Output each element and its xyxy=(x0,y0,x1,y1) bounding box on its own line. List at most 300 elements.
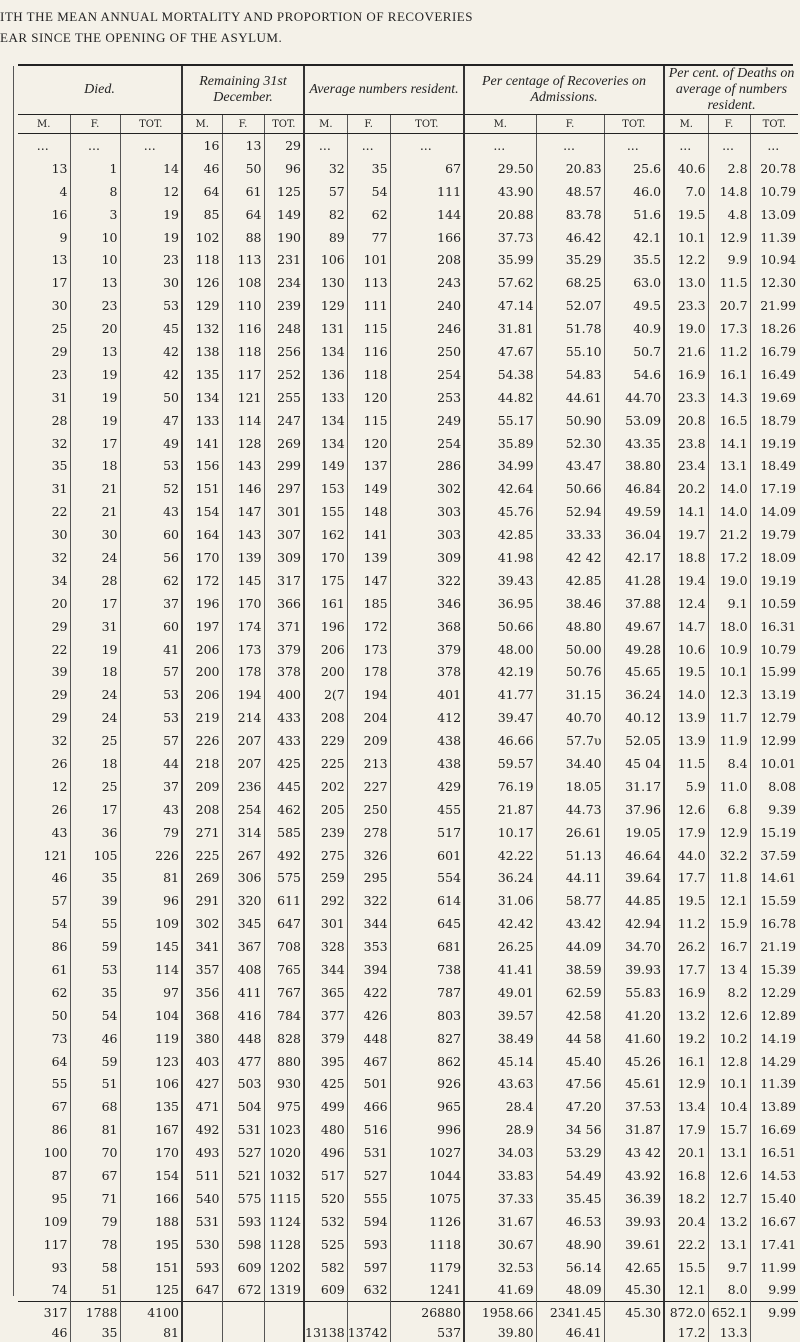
table-cell: 346 xyxy=(390,592,464,615)
table-cell: 44.09 xyxy=(536,935,604,958)
table-cell: 13138 xyxy=(304,1322,347,1342)
table-cell: 23 xyxy=(51,366,68,382)
table-cell: 15.5 xyxy=(664,1256,708,1279)
table-row xyxy=(18,683,798,706)
table-row xyxy=(18,271,798,294)
table-cell: 154 xyxy=(182,500,222,523)
subheader-tot: TOT. xyxy=(264,115,304,134)
table-cell: 307 xyxy=(264,523,304,546)
table-cell: 14.29 xyxy=(750,1050,798,1073)
table-cell: 10.2 xyxy=(708,1027,750,1050)
table-cell: 141 xyxy=(182,432,222,455)
table-cell: 322 xyxy=(390,569,464,592)
table-cell: 647 xyxy=(182,1279,222,1302)
table-cell: 43 xyxy=(120,798,182,821)
table-cell: 275 xyxy=(304,844,347,867)
table-cell: 11.5 xyxy=(664,752,708,775)
table-cell: 11.8 xyxy=(708,867,750,890)
table-cell: 862 xyxy=(390,1050,464,1073)
table-cell: 37.33 xyxy=(464,1187,536,1210)
table-cell: 8.0 xyxy=(708,1279,750,1302)
table-cell: 20 xyxy=(51,595,68,611)
table-cell: 10.1 xyxy=(708,1073,750,1096)
table-cell: 42.1 xyxy=(604,226,664,249)
statistics-table xyxy=(18,66,798,1342)
table-cell: 2(7 xyxy=(304,683,347,706)
table-cell: 85 xyxy=(182,203,222,226)
table-cell: 206 xyxy=(304,638,347,661)
table-cell: 13 4 xyxy=(708,958,750,981)
table-cell: 309 xyxy=(390,546,464,569)
table-cell: 52.07 xyxy=(536,294,604,317)
table-cell: 39.80 xyxy=(464,1322,536,1342)
table-cell: 57 xyxy=(120,729,182,752)
table-cell: 366 xyxy=(264,592,304,615)
table-cell: 208 xyxy=(304,706,347,729)
table-cell: 42.65 xyxy=(604,1256,664,1279)
table-row xyxy=(18,889,798,912)
table-cell: 43.42 xyxy=(536,912,604,935)
table-cell: 2.8 xyxy=(708,157,750,180)
subheader-f: F. xyxy=(222,115,264,134)
table-cell: 136 xyxy=(304,363,347,386)
table-cell xyxy=(264,1302,304,1323)
table-cell: 1020 xyxy=(264,1141,304,1164)
table-cell: 196 xyxy=(182,592,222,615)
table-row xyxy=(18,958,798,981)
table-cell: 148 xyxy=(347,500,390,523)
table-cell: 58.77 xyxy=(536,889,604,912)
table-cell: 13.1 xyxy=(708,1233,750,1256)
table-cell: 67 xyxy=(70,1164,120,1187)
table-cell: 30.67 xyxy=(464,1233,536,1256)
table-cell: 23.3 xyxy=(664,294,708,317)
subheader-tot: TOT. xyxy=(750,115,798,134)
table-cell: 2341.45 xyxy=(536,1302,604,1323)
group-average: Average numbers resident. xyxy=(304,66,464,115)
table-cell: 81 xyxy=(120,1322,182,1342)
table-cell: 672 xyxy=(222,1279,264,1302)
table-cell: 501 xyxy=(347,1073,390,1096)
table-cell: 17.7 xyxy=(664,958,708,981)
table-cell: 295 xyxy=(347,867,390,890)
table-cell: 15.9 xyxy=(708,912,750,935)
table-cell: 51.78 xyxy=(536,317,604,340)
table-row xyxy=(18,180,798,203)
table-cell: 53 xyxy=(70,958,120,981)
table-cell: 196 xyxy=(304,615,347,638)
table-cell: 13 xyxy=(70,271,120,294)
table-cell: 326 xyxy=(347,844,390,867)
table-cell: 53 xyxy=(120,454,182,477)
table-cell: 10.1 xyxy=(664,226,708,249)
table-cell: 195 xyxy=(120,1233,182,1256)
table-cell: 365 xyxy=(304,981,347,1004)
table-cell: 16.69 xyxy=(750,1118,798,1141)
table-cell: 17.41 xyxy=(750,1233,798,1256)
table-row xyxy=(18,363,798,386)
table-row xyxy=(18,981,798,1004)
table-cell: 51 xyxy=(70,1073,120,1096)
table-cell: 1241 xyxy=(390,1279,464,1302)
table-cell: 13.1 xyxy=(708,1141,750,1164)
table-cell: 33.83 xyxy=(464,1164,536,1187)
table-cell: 575 xyxy=(222,1187,264,1210)
subheader-m: M. xyxy=(182,115,222,134)
table-cell: 100 xyxy=(43,1145,68,1161)
table-cell: 106 xyxy=(120,1073,182,1096)
table-row xyxy=(18,454,798,477)
table-cell: 149 xyxy=(347,477,390,500)
table-cell: 43 42 xyxy=(604,1141,664,1164)
table-cell: 132 xyxy=(182,317,222,340)
table-cell: 368 xyxy=(390,615,464,638)
table-cell: 26.25 xyxy=(464,935,536,958)
table-cell: ... xyxy=(708,134,750,157)
table-cell: 784 xyxy=(264,1004,304,1027)
table-cell: 1 xyxy=(70,157,120,180)
table-cell: 128 xyxy=(222,432,264,455)
table-cell: 254 xyxy=(222,798,264,821)
table-cell: 170 xyxy=(304,546,347,569)
table-cell: 52 xyxy=(120,477,182,500)
table-cell: 73 xyxy=(51,1030,68,1046)
table-cell: 20.78 xyxy=(750,157,798,180)
table-cell: 39.43 xyxy=(464,569,536,592)
table-cell: 115 xyxy=(347,409,390,432)
table-cell: 32 xyxy=(51,549,68,565)
table-cell: 248 xyxy=(264,317,304,340)
table-cell xyxy=(182,1302,222,1323)
table-cell: 109 xyxy=(120,912,182,935)
table-cell: 43 xyxy=(120,500,182,523)
subheader-f: F. xyxy=(347,115,390,134)
table-cell: 29 xyxy=(51,710,68,726)
table-cell: 227 xyxy=(347,775,390,798)
table-cell: 28.9 xyxy=(464,1118,536,1141)
table-cell: 317 xyxy=(18,1302,70,1323)
table-cell: 828 xyxy=(264,1027,304,1050)
table-cell: 13 xyxy=(222,134,264,157)
table-cell: 133 xyxy=(304,386,347,409)
table-cell: 34.03 xyxy=(464,1141,536,1164)
table-cell: 341 xyxy=(182,935,222,958)
table-row xyxy=(18,660,798,683)
table-cell: 153 xyxy=(304,477,347,500)
table-cell: 16.7 xyxy=(708,935,750,958)
table-cell: 12.79 xyxy=(750,706,798,729)
table-cell: 12.3 xyxy=(708,683,750,706)
table-cell: 593 xyxy=(182,1256,222,1279)
table-cell: 25 xyxy=(70,775,120,798)
table-cell: 154 xyxy=(120,1164,182,1187)
table-cell: 10.94 xyxy=(750,248,798,271)
table-cell: 63.0 xyxy=(604,271,664,294)
table-cell: 50 xyxy=(120,386,182,409)
table-cell: 13.9 xyxy=(664,729,708,752)
table-cell: 61 xyxy=(222,180,264,203)
table-cell: 41 xyxy=(120,638,182,661)
table-row xyxy=(18,1187,798,1210)
table-cell: 425 xyxy=(304,1073,347,1096)
table-cell: 23.8 xyxy=(664,432,708,455)
table-cell: 219 xyxy=(182,706,222,729)
table-cell: 35 xyxy=(70,1322,120,1342)
table-row xyxy=(18,500,798,523)
table-cell: 36.24 xyxy=(464,867,536,890)
table-cell: 12.9 xyxy=(664,1073,708,1096)
table-cell: 302 xyxy=(182,912,222,935)
table-cell: 93 xyxy=(51,1259,68,1275)
table-cell: 299 xyxy=(264,454,304,477)
table-cell: 134 xyxy=(304,432,347,455)
table-cell: 19 xyxy=(70,409,120,432)
table-row xyxy=(18,775,798,798)
table-cell: 50.90 xyxy=(536,409,604,432)
table-cell: 31.06 xyxy=(464,889,536,912)
table-cell: 67 xyxy=(51,1099,68,1115)
table-cell: ... xyxy=(536,134,604,157)
table-cell: 493 xyxy=(182,1141,222,1164)
table-cell: 38.46 xyxy=(536,592,604,615)
table-cell: 438 xyxy=(390,752,464,775)
table-cell: 9.1 xyxy=(708,592,750,615)
table-cell: 47.56 xyxy=(536,1073,604,1096)
table-cell: 3 xyxy=(70,203,120,226)
table-cell: 44 58 xyxy=(536,1027,604,1050)
table-cell: 609 xyxy=(222,1256,264,1279)
table-cell: 96 xyxy=(120,889,182,912)
table-cell: 301 xyxy=(304,912,347,935)
table-cell: 19.69 xyxy=(750,386,798,409)
table-cell: 15.59 xyxy=(750,889,798,912)
table-cell: 30 xyxy=(51,527,68,543)
table-cell: 202 xyxy=(304,775,347,798)
table-cell: 133 xyxy=(182,409,222,432)
table-row xyxy=(18,935,798,958)
table-row xyxy=(18,1164,798,1187)
table-cell: ... xyxy=(390,134,464,157)
table-cell: 12.6 xyxy=(708,1164,750,1187)
table-cell: 19.19 xyxy=(750,569,798,592)
table-cell: 297 xyxy=(264,477,304,500)
table-row xyxy=(18,1233,798,1256)
table-cell: 116 xyxy=(347,340,390,363)
table-cell: 15.7 xyxy=(708,1118,750,1141)
group-died: Died. xyxy=(18,66,182,115)
table-cell: 42.58 xyxy=(536,1004,604,1027)
table-cell: 17.7 xyxy=(664,867,708,890)
table-cell: 109 xyxy=(43,1213,68,1229)
table-cell: 37.73 xyxy=(464,226,536,249)
table-cell: 42.94 xyxy=(604,912,664,935)
table-cell: 10 xyxy=(70,248,120,271)
table-cell xyxy=(222,1302,264,1323)
table-cell: 64 xyxy=(182,180,222,203)
table-cell: 105 xyxy=(70,844,120,867)
table-cell: 575 xyxy=(264,867,304,890)
table-cell: 416 xyxy=(222,1004,264,1027)
table-cell: 20.8 xyxy=(664,409,708,432)
subheader-m: M. xyxy=(464,115,536,134)
table-cell: 582 xyxy=(304,1256,347,1279)
table-cell: 45 xyxy=(120,317,182,340)
table-cell: 4 xyxy=(59,183,68,199)
table-cell: 29 xyxy=(51,687,68,703)
table-cell: 19 xyxy=(120,203,182,226)
table-cell: 353 xyxy=(347,935,390,958)
table-cell: 11.2 xyxy=(708,340,750,363)
table-cell: 525 xyxy=(304,1233,347,1256)
table-cell: 50 xyxy=(51,1007,68,1023)
table-row xyxy=(18,294,798,317)
table-cell: 207 xyxy=(222,752,264,775)
table-cell: 15.40 xyxy=(750,1187,798,1210)
table-cell: 208 xyxy=(182,798,222,821)
table-cell: 259 xyxy=(304,867,347,890)
table-cell: 271 xyxy=(182,821,222,844)
table-cell: 102 xyxy=(182,226,222,249)
table-cell: 7.0 xyxy=(664,180,708,203)
table-cell: 62 xyxy=(120,569,182,592)
table-cell: 496 xyxy=(304,1141,347,1164)
table-cell: 12.99 xyxy=(750,729,798,752)
table-row xyxy=(18,546,798,569)
table-cell: 206 xyxy=(182,683,222,706)
table-cell: 57 xyxy=(120,660,182,683)
table-cell: 35.29 xyxy=(536,248,604,271)
table-cell: 24 xyxy=(70,683,120,706)
table-cell: 31.67 xyxy=(464,1210,536,1233)
table-cell: 555 xyxy=(347,1187,390,1210)
table-cell: 149 xyxy=(264,203,304,226)
table-cell: 87 xyxy=(51,1168,68,1184)
heading-line-2: EAR SINCE THE OPENING OF THE ASYLUM. xyxy=(0,30,283,45)
table-cell: 301 xyxy=(264,500,304,523)
table-cell: 19.19 xyxy=(750,432,798,455)
table-row xyxy=(18,1027,798,1050)
table-cell: 256 xyxy=(264,340,304,363)
table-cell: 36 xyxy=(70,821,120,844)
table-cell: 21.19 xyxy=(750,935,798,958)
table-cell: 531 xyxy=(347,1141,390,1164)
subheader-tot: TOT. xyxy=(390,115,464,134)
table-cell: 12.8 xyxy=(708,1050,750,1073)
table-cell: 252 xyxy=(264,363,304,386)
table-cell: 39 xyxy=(70,889,120,912)
table-cell: 609 xyxy=(304,1279,347,1302)
table-cell: 145 xyxy=(222,569,264,592)
table-cell: 31.17 xyxy=(604,775,664,798)
table-row xyxy=(18,1210,798,1233)
group-recoveries: Per centage of Recoveries on Admissions. xyxy=(464,66,664,115)
table-row xyxy=(18,615,798,638)
table-cell: 83.78 xyxy=(536,203,604,226)
table-cell: 517 xyxy=(304,1164,347,1187)
table-cell: 16.49 xyxy=(750,363,798,386)
table-cell: 10.79 xyxy=(750,180,798,203)
table-cell: 16.1 xyxy=(664,1050,708,1073)
table-cell: 45.61 xyxy=(604,1073,664,1096)
table-cell: 118 xyxy=(182,248,222,271)
table-cell: 166 xyxy=(390,226,464,249)
table-cell: 19.7 xyxy=(664,523,708,546)
table-cell: 14.09 xyxy=(750,500,798,523)
table-row xyxy=(18,1118,798,1141)
table-cell: 33.33 xyxy=(536,523,604,546)
table-cell: 13742 xyxy=(347,1322,390,1342)
table-cell: 250 xyxy=(390,340,464,363)
table-cell: 178 xyxy=(347,660,390,683)
table-cell: 26 xyxy=(51,801,68,817)
table-cell: 427 xyxy=(182,1073,222,1096)
table-cell: 50.66 xyxy=(464,615,536,638)
table-cell: 42.85 xyxy=(536,569,604,592)
table-cell: 880 xyxy=(264,1050,304,1073)
table-cell: 39.61 xyxy=(604,1233,664,1256)
table-cell: 25 xyxy=(51,321,68,337)
table-cell: 53 xyxy=(120,683,182,706)
table-cell: 371 xyxy=(264,615,304,638)
table-cell: 395 xyxy=(304,1050,347,1073)
table-cell: 77 xyxy=(347,226,390,249)
table-cell: 527 xyxy=(222,1141,264,1164)
table-cell: 46 xyxy=(51,1324,68,1340)
table-cell: 39 xyxy=(51,664,68,680)
table-cell: 601 xyxy=(390,844,464,867)
table-cell: 35.99 xyxy=(464,248,536,271)
table-cell: 10.6 xyxy=(664,638,708,661)
table-cell: 14.0 xyxy=(664,683,708,706)
table-cell: 56.14 xyxy=(536,1256,604,1279)
table-cell: 188 xyxy=(120,1210,182,1233)
table-cell: 269 xyxy=(264,432,304,455)
table-cell: 540 xyxy=(182,1187,222,1210)
table-cell: 120 xyxy=(347,432,390,455)
table-cell: 42 42 xyxy=(536,546,604,569)
table-cell: 19.5 xyxy=(664,660,708,683)
table-cell: 19.0 xyxy=(708,569,750,592)
table-cell: 23.4 xyxy=(664,454,708,477)
table-cell: 1075 xyxy=(390,1187,464,1210)
table-cell: 194 xyxy=(222,683,264,706)
table-cell: 320 xyxy=(222,889,264,912)
table-cell: 303 xyxy=(390,523,464,546)
table-cell: 22 xyxy=(51,641,68,657)
table-cell: 13 xyxy=(51,160,68,176)
table-cell: 249 xyxy=(390,409,464,432)
table-cell: 37.88 xyxy=(604,592,664,615)
table-cell: 20.7 xyxy=(708,294,750,317)
table-cell: 44.11 xyxy=(536,867,604,890)
table-cell: 12.9 xyxy=(708,821,750,844)
table-cell xyxy=(222,1322,264,1342)
table-cell: 10.79 xyxy=(750,638,798,661)
table-cell: 208 xyxy=(390,248,464,271)
table-cell: 585 xyxy=(264,821,304,844)
table-cell: 11.7 xyxy=(708,706,750,729)
table-cell: 14.0 xyxy=(708,500,750,523)
table-row xyxy=(18,752,798,775)
table-cell: 225 xyxy=(182,844,222,867)
table-cell: ... xyxy=(120,134,182,157)
table-cell: 111 xyxy=(347,294,390,317)
table-row xyxy=(18,523,798,546)
table-cell: 16.8 xyxy=(664,1164,708,1187)
table-cell: 19 xyxy=(70,386,120,409)
table-cell: 17.19 xyxy=(750,477,798,500)
table-cell: 120 xyxy=(347,386,390,409)
